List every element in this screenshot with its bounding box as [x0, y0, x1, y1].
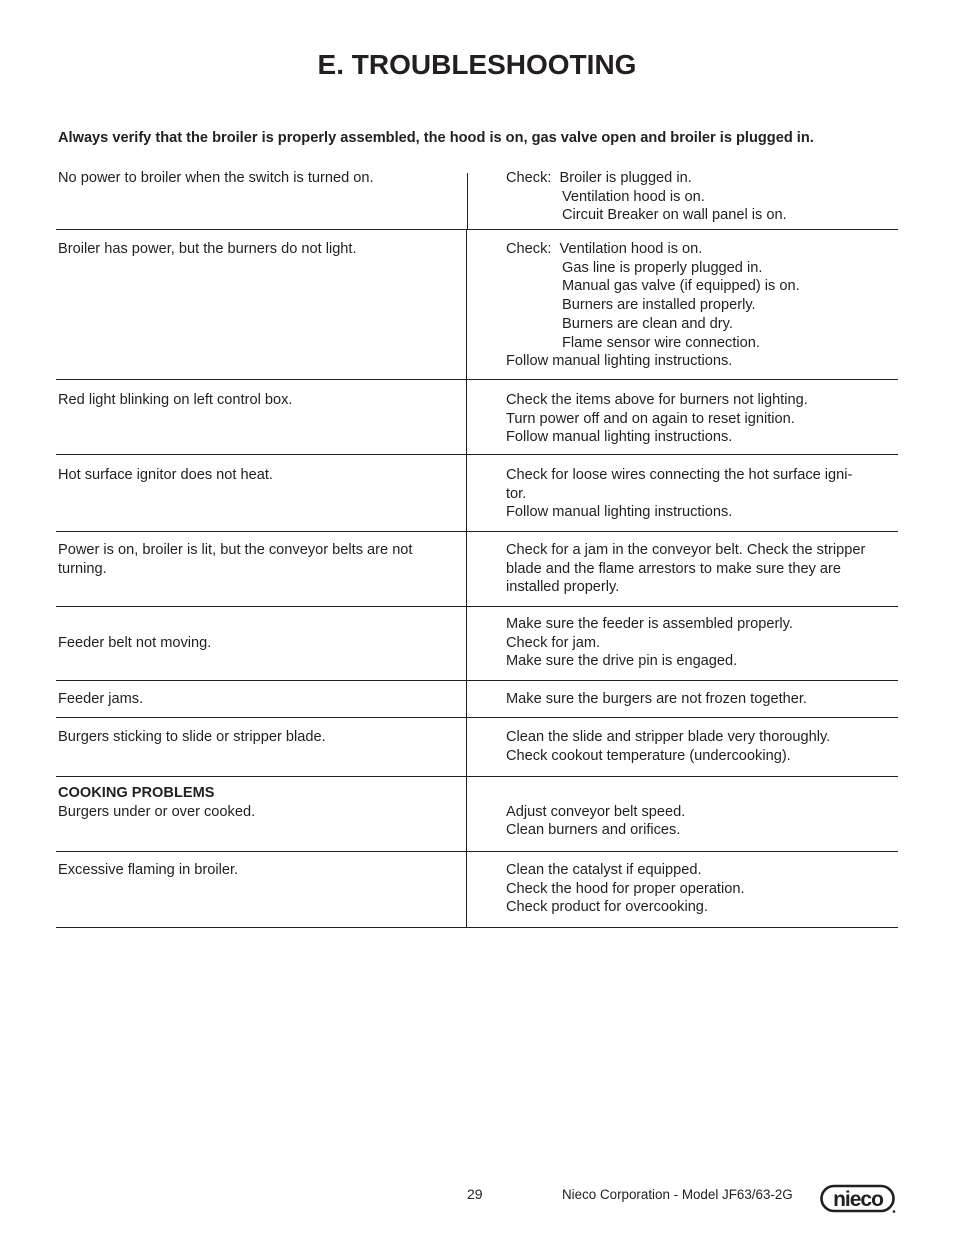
solution-line: Clean the catalyst if equipped.: [506, 862, 702, 878]
solution-line: Circuit Breaker on wall panel is on.: [562, 207, 787, 224]
solution-line: Make sure the drive pin is engaged.: [506, 653, 738, 670]
solution-cell: [467, 777, 898, 851]
table-row: [56, 718, 898, 777]
footer-corporation: Nieco Corporation - Model JF63/63-2G: [562, 1187, 793, 1202]
table-row: [56, 607, 898, 681]
solution-line: Gas line is properly plugged in.: [562, 259, 763, 276]
problem-cell: [56, 380, 467, 454]
problem-cell: [56, 718, 467, 776]
solution-cell: [467, 455, 898, 531]
solution-cell: [467, 163, 898, 229]
solution-cell: [467, 230, 898, 379]
table-row: [56, 777, 898, 852]
solution-line: installed properly.: [506, 579, 620, 596]
solution-text: Ventilation hood is on.: [559, 241, 703, 257]
problem-cell: [56, 163, 467, 229]
category-heading: COOKING PROBLEMS: [58, 785, 215, 801]
solution-line: Check cookout temperature (undercooking).: [506, 747, 791, 764]
solution-line: Make sure the feeder is assembled properly.: [506, 616, 793, 632]
nieco-logo: [820, 1184, 896, 1214]
solution-line: [506, 240, 898, 259]
solution-line: Manual gas valve (if equipped) is on.: [562, 278, 800, 295]
check-label: Check:: [506, 170, 552, 186]
table-row: [56, 163, 898, 230]
solution-line: Turn power off and on again to reset ignition.: [506, 410, 795, 427]
problem-text: Excessive flaming in broiler.: [58, 862, 239, 878]
table-row: [56, 230, 898, 380]
solution-line: Clean burners and orifices.: [506, 822, 681, 839]
problem-cell: [56, 532, 467, 606]
solution-text: Broiler is plugged in.: [559, 170, 692, 186]
solution-line: Check for loose wires connecting the hot surface igni-: [506, 467, 853, 483]
solution-line: [506, 784, 898, 803]
solution-line: Adjust conveyor belt speed.: [506, 803, 686, 820]
problem-text: Hot surface ignitor does not heat.: [58, 467, 273, 483]
solution-line: Check the items above for burners not lighting.: [506, 392, 808, 408]
solution-line: Burners are installed properly.: [562, 297, 756, 314]
solution-line: Check the hood for proper operation.: [506, 880, 745, 897]
solution-line: Follow manual lighting instructions.: [506, 429, 733, 446]
table-row: [56, 455, 898, 532]
problem-cell: [56, 607, 467, 680]
solution-line: [506, 169, 898, 188]
solution-line: Check product for overcooking.: [506, 899, 708, 916]
solution-cell: [467, 380, 898, 454]
table-row: [56, 380, 898, 455]
solution-line: Check for jam.: [506, 634, 601, 651]
table-row: [56, 532, 898, 607]
table-row: [56, 852, 898, 928]
solution-line: Flame sensor wire connection.: [562, 334, 760, 351]
solution-cell: [467, 681, 898, 717]
problem-cell: [56, 455, 467, 531]
problem-text: No power to broiler when the switch is turned on.: [58, 170, 374, 186]
solution-cell: [467, 718, 898, 776]
problem-text: Power is on, broiler is lit, but the conveyor belts are not: [58, 542, 413, 558]
problem-text: Feeder belt not moving.: [58, 635, 212, 651]
problem-text: Red light blinking on left control box.: [58, 392, 293, 408]
solution-line: Clean the slide and stripper blade very thoroughly.: [506, 729, 831, 745]
intro-note: Always verify that the broiler is properly assembled, the hood is on, gas valve open and broiler is plugged in.: [58, 130, 814, 146]
problem-cell: [56, 681, 467, 717]
problem-text: turning.: [58, 560, 107, 577]
solution-line: Check for a jam in the conveyor belt. Check the stripper: [506, 542, 866, 558]
solution-cell: [467, 852, 898, 927]
page-title: E. TROUBLESHOOTING: [317, 49, 637, 80]
solution-line: Ventilation hood is on.: [562, 188, 705, 205]
solution-line: Follow manual lighting instructions.: [506, 353, 733, 370]
solution-line: Make sure the burgers are not frozen together.: [506, 691, 807, 707]
table-row: [56, 681, 898, 718]
solution-line: tor.: [506, 485, 527, 502]
check-label: Check:: [506, 241, 552, 257]
problem-cell: [56, 230, 467, 379]
solution-line: Burners are clean and dry.: [562, 315, 733, 332]
troubleshooting-table: [56, 163, 898, 928]
solution-cell: [467, 532, 898, 606]
problem-cell: [56, 777, 467, 851]
column-divider: [467, 173, 468, 230]
problem-text: Burgers under or over cooked.: [58, 803, 256, 820]
svg-text:nieco: nieco: [833, 1188, 883, 1211]
page-number: 29: [467, 1186, 483, 1202]
problem-text: Broiler has power, but the burners do not light.: [58, 241, 357, 257]
problem-cell: [56, 852, 467, 927]
solution-line: Follow manual lighting instructions.: [506, 504, 733, 521]
solution-line: blade and the flame arrestors to make sure they are: [506, 560, 842, 577]
nieco-logo-mark: [820, 1184, 896, 1214]
solution-cell: [467, 607, 898, 680]
problem-text: Feeder jams.: [58, 691, 144, 707]
problem-text: Burgers sticking to slide or stripper blade.: [58, 729, 326, 745]
